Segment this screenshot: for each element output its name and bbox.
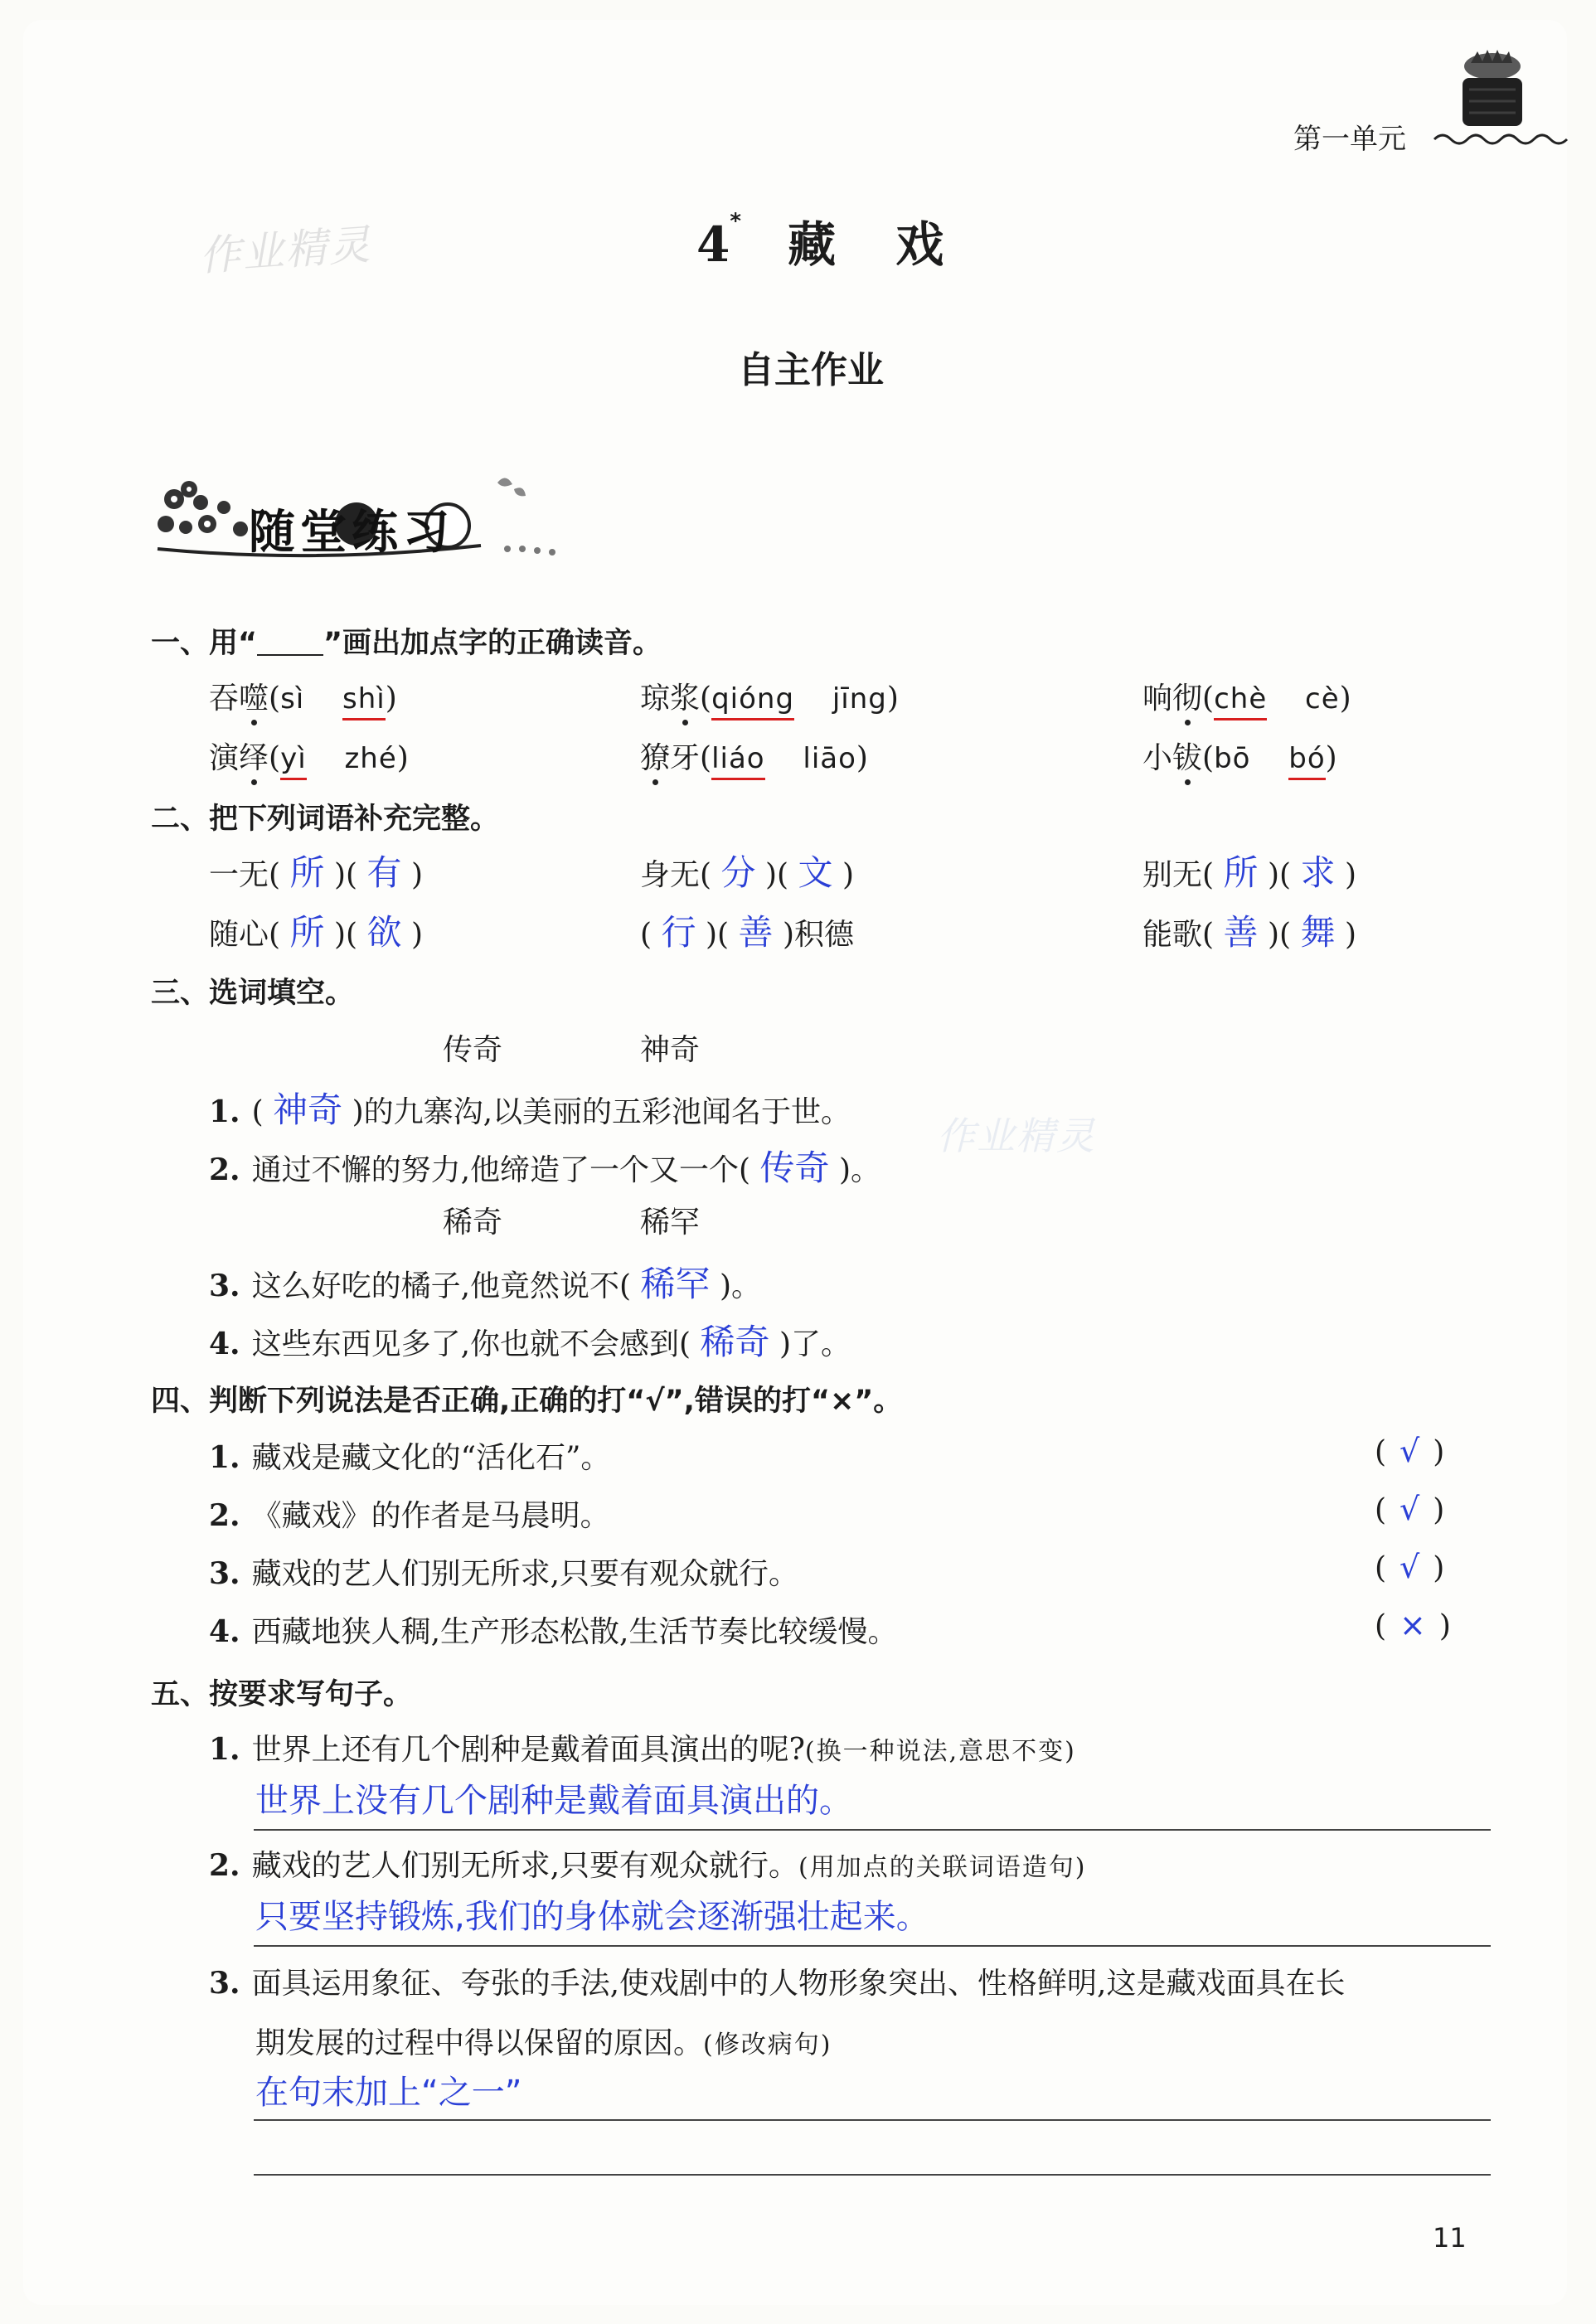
lesson-title — [696, 206, 965, 275]
pinyin-option-selected: bó — [1288, 742, 1325, 780]
sentence-text: 世界上还有几个剧种是戴着面具演出的呢? — [251, 1733, 805, 1767]
watermark: 作业精灵 — [937, 1113, 1096, 1158]
pinyin-option: jīng — [832, 682, 887, 716]
char: 小 — [1142, 741, 1173, 775]
answer-text: 善 — [1223, 912, 1259, 953]
lesson-star: * — [730, 209, 741, 234]
word-part: 随心 — [209, 918, 269, 952]
paren: ) — [396, 741, 409, 775]
answer-line — [254, 2119, 1491, 2121]
q5-item — [209, 1726, 1076, 1768]
paren: ( — [269, 741, 281, 775]
answer-line — [254, 1829, 1491, 1831]
check-mark: √ — [1400, 1433, 1420, 1469]
q2-item: 别无( 所 )( 求 ) — [1142, 852, 1357, 893]
check-mark: √ — [1400, 1491, 1420, 1527]
text: 这么好吃的橘子,他竟然说不( — [251, 1269, 632, 1303]
paren: ( — [700, 682, 712, 716]
q3-item — [209, 1257, 761, 1307]
wave-decoration — [1433, 131, 1574, 148]
answer-line — [254, 1945, 1491, 1947]
q5-item — [209, 1842, 1086, 1885]
pinyin-option: cè — [1305, 682, 1340, 716]
statement-text: 《藏戏》的作者是马晨明。 — [251, 1499, 610, 1533]
banner-title: 随堂练习 — [249, 506, 454, 560]
paren: ) — [1325, 741, 1337, 775]
dotted-char: 彻 — [1172, 675, 1202, 717]
q1-item — [209, 735, 409, 777]
word-choice: 传奇 — [443, 1033, 503, 1067]
answer-text: 舞 — [1300, 912, 1336, 953]
char: 演 — [209, 741, 240, 775]
item-number: 3. — [209, 1556, 240, 1591]
q2-item: 能歌( 善 )( 舞 ) — [1142, 912, 1357, 953]
paren: ) — [385, 682, 397, 716]
q4-heading: 四、判断下列说法是否正确,正确的打“√”,错误的打“×”。 — [151, 1385, 903, 1418]
paren: ) — [856, 741, 868, 775]
answer-text: 文 — [798, 852, 833, 893]
paren: ( — [700, 741, 712, 775]
answer-text: 善 — [738, 912, 774, 953]
q3-item — [209, 1083, 851, 1133]
lesson-name: 藏 戏 — [788, 216, 966, 273]
q2-item: 身无( 分 )( 文 ) — [640, 852, 855, 893]
q1-item — [1142, 735, 1337, 777]
q5-item-continued — [255, 2020, 832, 2062]
text: 这些东西见多了,你也就不会感到( — [251, 1327, 691, 1361]
q1-item — [1142, 675, 1351, 717]
item-number: 3. — [209, 1966, 240, 2001]
word-choice: 稀奇 — [443, 1206, 503, 1240]
q1-item — [209, 675, 397, 717]
paren: ) — [1339, 682, 1351, 716]
word-part: 身无 — [640, 858, 701, 892]
unit-label: 第一单元 — [1293, 123, 1406, 156]
pinyin-option: liāo — [803, 742, 856, 775]
q1-item — [640, 675, 899, 717]
q1-item — [640, 735, 868, 777]
q4-item — [209, 1550, 798, 1593]
judgement-box: ( √ ) — [1375, 1433, 1445, 1469]
answer-text: 有 — [366, 852, 402, 893]
q2-item: ( 行 )( 善 )积德 — [640, 912, 855, 953]
item-number: 2. — [209, 1498, 240, 1533]
answer-text: 神奇 — [273, 1089, 343, 1130]
written-answer: 只要坚持锻炼,我们的身体就会逐渐强壮起来。 — [255, 1898, 929, 1936]
text: )。 — [839, 1153, 881, 1187]
q5-heading: 五、按要求写句子。 — [151, 1678, 413, 1711]
written-answer: 世界上没有几个剧种是戴着面具演出的。 — [255, 1782, 852, 1820]
word-part: 别无 — [1142, 858, 1203, 892]
dotted-char: 獠 — [640, 735, 670, 777]
pinyin-option: bō — [1214, 742, 1251, 775]
item-number: 4. — [209, 1614, 240, 1649]
section-subtitle: 自主作业 — [738, 349, 884, 391]
q4-item — [209, 1608, 897, 1651]
text: 通过不懈的努力,他缔造了一个又一个( — [251, 1153, 751, 1187]
judgement-box: ( × ) — [1375, 1607, 1451, 1643]
q1-heading — [151, 620, 662, 662]
pinyin-option-selected: qióng — [711, 682, 794, 720]
q2-heading: 二、把下列词语补充完整。 — [151, 803, 500, 836]
dotted-char: 绎 — [239, 735, 269, 777]
text: )。 — [720, 1269, 762, 1303]
answer-text: 所 — [289, 852, 325, 893]
q3-item — [209, 1141, 880, 1191]
watermark: 作业精灵 — [197, 220, 374, 281]
pinyin-option-selected: liáo — [711, 742, 765, 780]
char: 琼 — [640, 682, 671, 716]
item-number: 4. — [209, 1327, 240, 1361]
word-choice: 稀罕 — [640, 1206, 701, 1240]
paren: ( — [1202, 682, 1215, 716]
item-number: 1. — [209, 1094, 240, 1129]
answer-text: 稀罕 — [640, 1264, 711, 1304]
statement-text: 藏戏是藏文化的“活化石”。 — [251, 1441, 611, 1475]
q2-item: 随心( 所 )( 欲 ) — [209, 912, 424, 953]
q3-item — [209, 1315, 851, 1365]
dotted-char: 浆 — [670, 675, 700, 717]
pinyin-option-selected: shì — [342, 682, 386, 720]
answer-text: 行 — [661, 912, 696, 953]
char: 吞 — [209, 682, 240, 716]
word-part: 积德 — [794, 918, 855, 952]
paren: ( — [1202, 741, 1215, 775]
answer-text: 所 — [289, 912, 325, 953]
answer-text: 欲 — [366, 912, 402, 953]
q4-item — [209, 1434, 610, 1477]
answer-text: 所 — [1223, 852, 1259, 893]
paren: ( — [269, 682, 281, 716]
q1-head-suffix: ”画出加点字的正确读音。 — [323, 627, 662, 660]
q3-heading: 三、选词填空。 — [151, 977, 355, 1010]
page-number: 11 — [1433, 2222, 1467, 2254]
blank-line — [257, 629, 323, 656]
sentence-text: 期发展的过程中得以保留的原因。 — [255, 2026, 704, 2060]
written-answer: 在句末加上“之一” — [255, 2074, 522, 2112]
q1-head-prefix: 一、用“ — [151, 627, 258, 660]
statement-text: 西藏地狭人稠,生产形态松散,生活节奏比较缓慢。 — [251, 1615, 898, 1649]
statement-text: 藏戏的艺人们别无所求,只要有观众就行。 — [251, 1557, 799, 1591]
dotted-char: 钹 — [1172, 735, 1202, 777]
q4-item — [209, 1492, 610, 1535]
char: 响 — [1142, 682, 1173, 716]
sentence-text: 藏戏的艺人们别无所求,只要有观众就行。 — [251, 1849, 799, 1883]
pinyin-option: sì — [280, 682, 305, 716]
item-number: 1. — [209, 1440, 240, 1475]
item-number: 2. — [209, 1848, 240, 1883]
item-number: 3. — [209, 1269, 240, 1303]
item-number: 2. — [209, 1152, 240, 1187]
pinyin-option-selected: yì — [280, 742, 307, 780]
answer-text: 稀奇 — [700, 1322, 770, 1362]
q5-item — [209, 1960, 1345, 2002]
item-number: 1. — [209, 1732, 240, 1767]
answer-text: 传奇 — [759, 1147, 830, 1188]
cross-mark: × — [1400, 1607, 1426, 1643]
check-mark: √ — [1400, 1549, 1420, 1585]
cactus-pot-icon — [1458, 48, 1527, 129]
pinyin-option-selected: chè — [1214, 682, 1267, 720]
instruction-hint: (修改病句) — [703, 2030, 832, 2060]
text: ( — [251, 1095, 264, 1129]
answer-text: 求 — [1300, 852, 1336, 893]
word-part: 一无 — [209, 858, 269, 892]
word-choice: 神奇 — [640, 1033, 701, 1067]
instruction-hint: (换一种说法,意思不变) — [804, 1737, 1076, 1766]
sentence-text: 面具运用象征、夸张的手法,使戏剧中的人物形象突出、性格鲜明,这是藏戏面具在长 — [251, 1967, 1346, 2001]
answer-text: 分 — [720, 852, 756, 893]
word-part: 能歌 — [1142, 918, 1203, 952]
paren: ) — [886, 682, 899, 716]
answer-line — [254, 2174, 1491, 2176]
judgement-box: ( √ ) — [1375, 1491, 1445, 1527]
char: 牙 — [670, 741, 701, 775]
text: )了。 — [779, 1327, 851, 1361]
judgement-box: ( √ ) — [1375, 1549, 1445, 1585]
text: )的九寨沟,以美丽的五彩池闻名于世。 — [352, 1095, 851, 1129]
lesson-number: 4 — [696, 216, 730, 273]
pinyin-option: zhé — [344, 742, 397, 775]
q2-item: 一无( 所 )( 有 ) — [209, 852, 424, 893]
dotted-char: 噬 — [239, 675, 269, 717]
instruction-hint: (用加点的关联词语造句) — [798, 1853, 1087, 1882]
